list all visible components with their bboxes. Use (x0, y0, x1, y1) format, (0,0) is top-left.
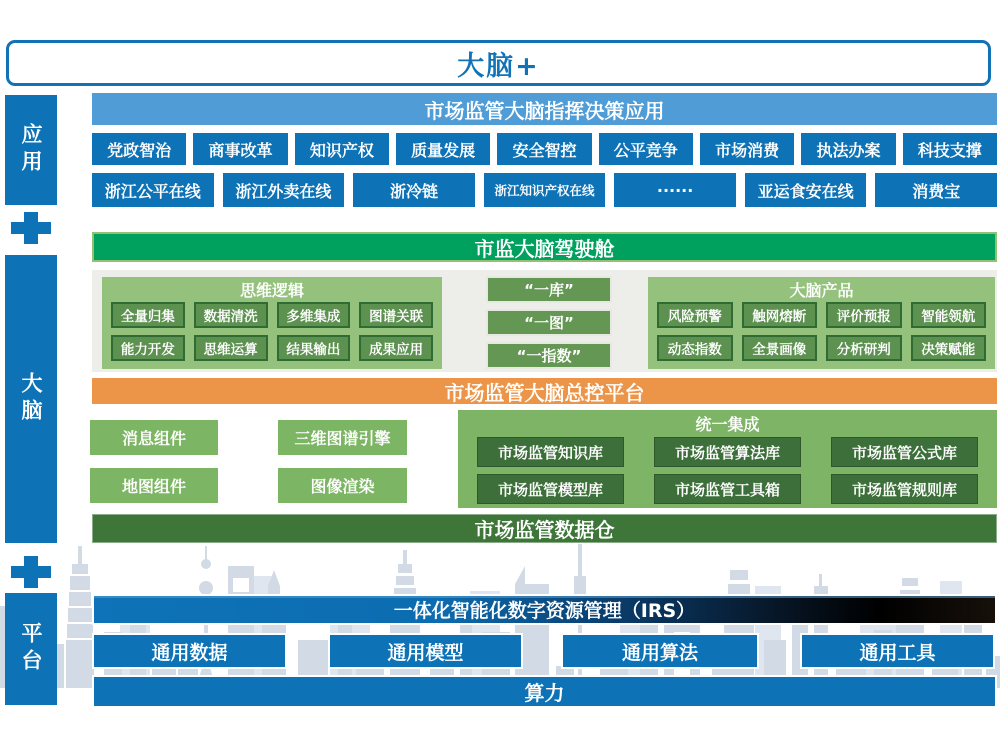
control-platform-header: 市场监管大脑总控平台 (92, 378, 997, 404)
logic-item: 能力开发 (111, 335, 185, 361)
application-header: 市场监管大脑指挥决策应用 (92, 93, 997, 125)
sidebar-brain-label: 大脑 (19, 372, 43, 426)
product-item: 全景画像 (742, 335, 818, 361)
products-grid (648, 302, 995, 361)
app-button: 公平竞争 (599, 133, 693, 165)
one-map-box: “一图” (486, 309, 612, 336)
main-title: 大脑+ (457, 50, 540, 82)
integration-panel (458, 410, 997, 508)
sidebar-layer-brain (5, 255, 57, 543)
common-model-box: 通用模型 (328, 633, 523, 669)
logic-item: 数据清洗 (194, 302, 268, 328)
product-item: 智能领航 (911, 302, 987, 328)
common-data-box: 通用数据 (92, 633, 287, 669)
logic-panel (102, 277, 442, 369)
integration-item: 市场监管规则库 (831, 474, 978, 504)
irs-bar: 一体化智能化数字资源管理（IRS） (92, 594, 997, 625)
app-button: 知识产权 (295, 133, 389, 165)
logic-item: 思维运算 (194, 335, 268, 361)
product-item: 决策赋能 (911, 335, 987, 361)
one-series-stack (486, 276, 612, 369)
data-warehouse-bar: 市场监管数据仓 (92, 514, 997, 543)
image-render-box: 图像渲染 (278, 468, 407, 503)
scene-button: 浙江知识产权在线 (484, 173, 606, 207)
product-item: 风险预警 (657, 302, 733, 328)
sidebar-layer-application (5, 95, 57, 205)
logic-item: 结果输出 (277, 335, 351, 361)
plus-icon (11, 212, 51, 244)
product-item: 评价预报 (826, 302, 902, 328)
integration-grid (458, 437, 997, 504)
integration-item: 市场监管知识库 (477, 437, 624, 467)
main-title-box (6, 40, 991, 86)
app-button: 市场消费 (700, 133, 794, 165)
cockpit-header: 市监大脑驾驶舱 (92, 232, 997, 262)
map-component-box: 地图组件 (90, 468, 218, 503)
logic-panel-title: 思维逻辑 (239, 281, 304, 300)
integration-item: 市场监管模型库 (477, 474, 624, 504)
common-tool-box: 通用工具 (800, 633, 995, 669)
common-algorithm-box: 通用算法 (561, 633, 759, 669)
sidebar-layer-platform (5, 593, 57, 705)
logic-item: 图谱关联 (359, 302, 433, 328)
scene-button-more: ······ (614, 173, 736, 207)
product-item: 动态指数 (657, 335, 733, 361)
application-button-row-2 (92, 173, 997, 207)
one-library-box: “一库” (486, 276, 612, 303)
scene-button: 浙冷链 (353, 173, 475, 207)
product-item: 触网熔断 (742, 302, 818, 328)
integration-title: 统一集成 (695, 415, 760, 434)
graph-engine-box: 三维图谱引擎 (278, 420, 407, 455)
scene-button: 消费宝 (875, 173, 997, 207)
products-panel-title: 大脑产品 (789, 281, 854, 300)
products-panel (648, 277, 995, 369)
computing-power-bar: 算力 (92, 675, 997, 708)
app-button: 科技支撑 (903, 133, 997, 165)
scene-button: 浙江公平在线 (92, 173, 214, 207)
integration-item: 市场监管工具箱 (654, 474, 801, 504)
sidebar-platform-label: 平台 (19, 622, 43, 676)
logic-item: 全量归集 (111, 302, 185, 328)
scene-button: 亚运食安在线 (745, 173, 867, 207)
app-button: 质量发展 (396, 133, 490, 165)
message-component-box: 消息组件 (90, 420, 218, 455)
logic-grid (102, 302, 442, 361)
one-index-box: “一指数” (486, 342, 612, 369)
logic-item: 成果应用 (359, 335, 433, 361)
product-item: 分析研判 (826, 335, 902, 361)
app-button: 安全智控 (497, 133, 591, 165)
integration-item: 市场监管公式库 (831, 437, 978, 467)
sidebar-application-label: 应用 (19, 123, 43, 177)
scene-button: 浙江外卖在线 (223, 173, 345, 207)
integration-item: 市场监管算法库 (654, 437, 801, 467)
logic-item: 多维集成 (277, 302, 351, 328)
application-button-row-1 (92, 133, 997, 165)
plus-icon (11, 556, 51, 588)
app-button: 执法办案 (801, 133, 895, 165)
app-button: 商事改革 (193, 133, 287, 165)
app-button: 党政智治 (92, 133, 186, 165)
